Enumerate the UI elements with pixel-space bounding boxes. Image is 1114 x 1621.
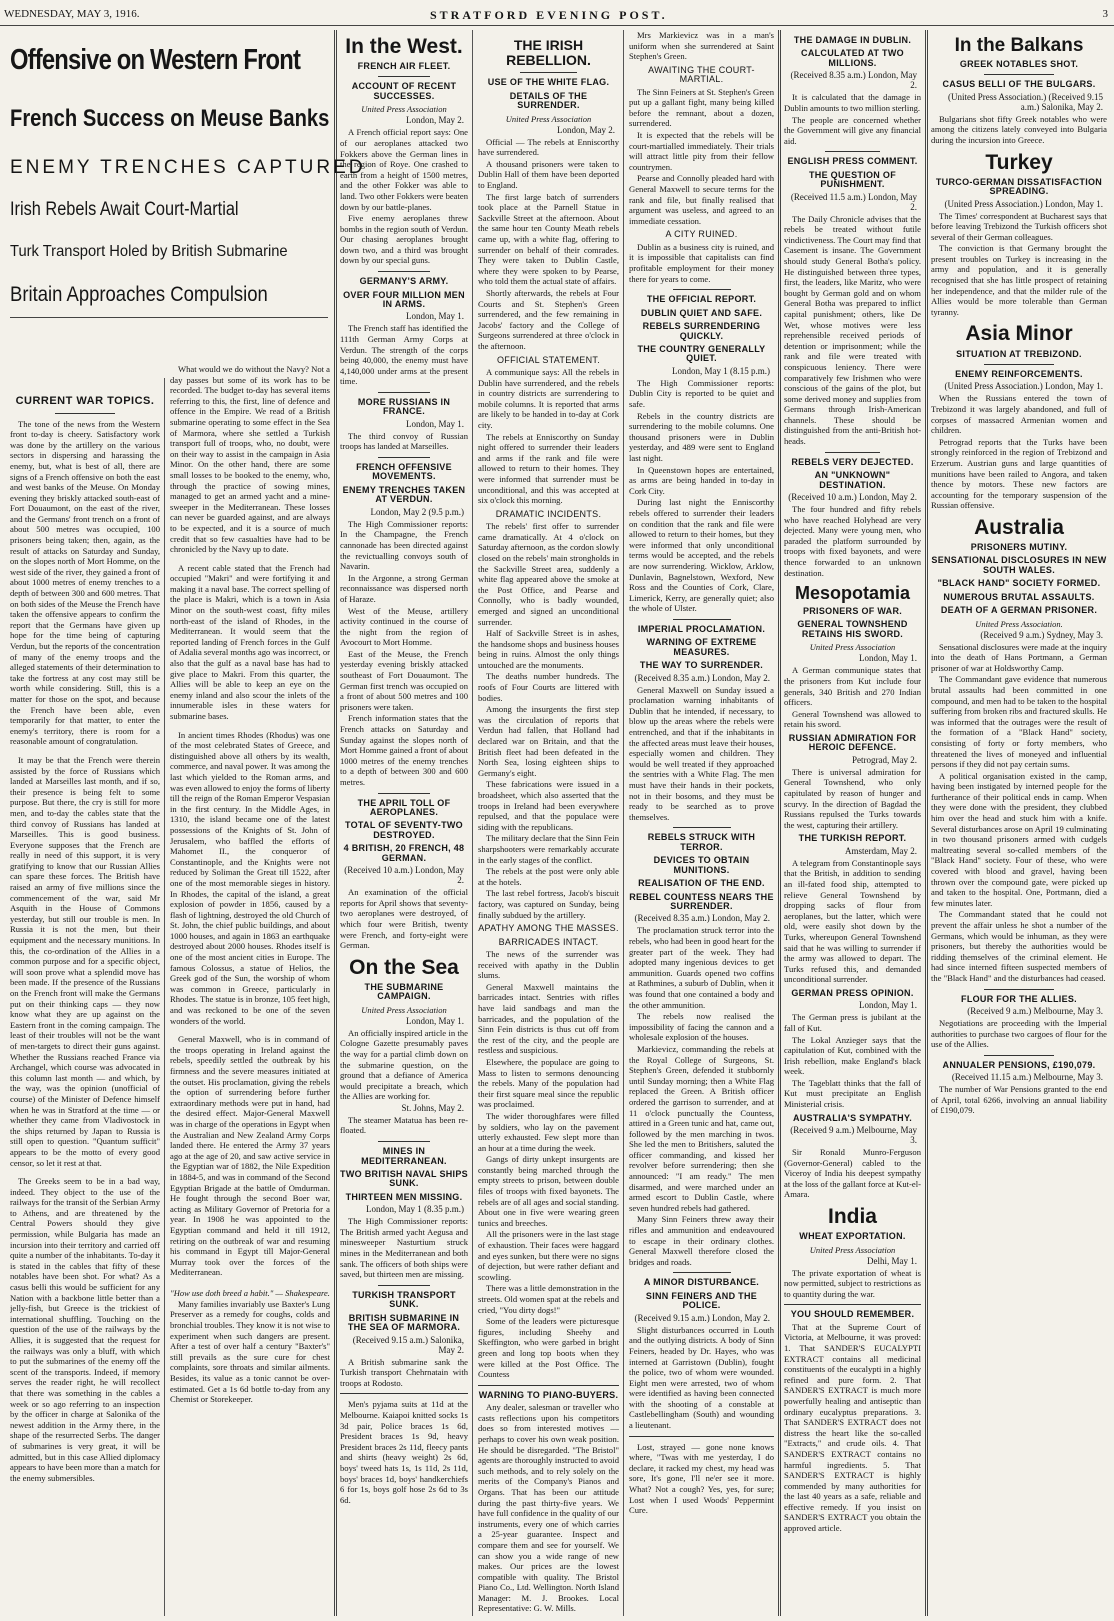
dateline: (Received 10 a.m.) London, May 2. bbox=[788, 491, 917, 502]
divider bbox=[984, 74, 1054, 75]
divider bbox=[55, 413, 115, 414]
divider bbox=[378, 271, 429, 272]
subheading: SENSATIONAL DISCLOSURES IN NEW SOUTH WALES. bbox=[931, 555, 1107, 575]
article-paragraph: A German communique states that the prisoners from Kut include four generals, 340 British and 270 Indian officers. bbox=[784, 665, 921, 708]
subheading: DEATH OF A GERMAN PRISONER. bbox=[940, 605, 1098, 616]
article-paragraph: The news of the surrender was received with apathy in the Dublin slums. bbox=[478, 949, 619, 981]
article-paragraph: There is universal admiration for General Townshend, who only capitulated by reason of hunger and scurvy. In the direction of Bagdad the Russians repulsed the Turks towards the west, capturing their artillery. bbox=[784, 766, 921, 830]
subheading: GERMANY'S ARMY. bbox=[359, 276, 449, 287]
article-paragraph: Mrs Markievicz was in a man's uniform when she surrendered at Saint Stephen's Green. bbox=[629, 30, 774, 62]
article-paragraph: The tone of the news from the Western front to-day is cheery. Satisfactory work was done by the artillery on the various sectors in dispersing and harassing the enemy, but, what is best of all, there are signs of a French offensive on both the east and west banks of the Meuse. On Monday evening they briskly attacked south-east of Fort Douaumont, on the east of the river, and the Germans' front trench on a front of about 500 metres was occupied, 100 prisoners being taken; then, again, as the result of attacks on Saturday and Sunday, on the slopes north of Mort Homme, on the west side of the river, they gained a front of about 1000 metres of enemy trenches to a depth of between 300 and 600 metres. That on both sides of the Meuse the French have taken the offensive appears to confirm the report that the Germans have given up hope for the time being of capturing Verdun, but the reports of the concentration of many of the enemy troops and the alleged statements of their determination to take the fortress at any cost may still be worth while considering. Still, this is a matter for those on the spot, and because the French have been able, even temporarily for that matter, to enter the enemy's territory, there is room for a reasonable amount of congratulation. bbox=[10, 418, 160, 747]
article-paragraph: A communique says: All the rebels in Dublin have surrendered, and the rebels in country districts are surrendering to mobile columns. It is reported that arms are likely to be handed in to-day at Cork city. bbox=[478, 367, 619, 430]
article-paragraph: A political organisation existed in the camp, having been instigated by interned people for the furtherance of their political ends in camp. When they were done with the president, they clubbed him over the head and stuck him with a knife. Several disturbances arose on April 19 culminating in two thousand prisoners armed with cudgels maltreating several so-called members of the "Black Hand" society. Four of these, who were covered with blood and gravel, having been thrown over the compound gate, were picked up and taken to the hospital. One, Portmann, died a few minutes later. bbox=[931, 770, 1107, 908]
subheading: THE WAY TO SURRENDER. bbox=[639, 660, 764, 671]
subheading: THE OFFICIAL REPORT. bbox=[646, 294, 757, 305]
article-paragraph: There was a little demonstration in the streets. Old women spat at the rebels and cried, "You dirty dogs!" bbox=[478, 1283, 619, 1315]
column-commentary bbox=[170, 364, 330, 1616]
article-paragraph: East of the Meuse, the French yesterday evening briskly attacked southeast of Fort Douaumont. The German first trench was occupied on a front of about 500 metres and 100 prisoners were taken. bbox=[340, 648, 468, 712]
divider bbox=[520, 72, 576, 73]
article-paragraph: Many Sinn Feiners threw away their rifles and ammunition and endeavoured to escape in their ordinary clothes. General Maxwell therefore closed the bridges and roads. bbox=[629, 1214, 774, 1267]
dateline: (Received 8.35 a.m.) London, May 2. bbox=[634, 913, 770, 924]
article-paragraph: The private exportation of wheat is now permitted, subject to restrictions as to quantity during the war. bbox=[784, 1267, 921, 1299]
headline-main: Offensive on Western Front bbox=[10, 44, 301, 76]
subheading: GENERAL TOWNSHEND RETAINS HIS SWORD. bbox=[797, 619, 908, 639]
article-paragraph: The last rebel fortress, Jacob's biscuit factory, was captured on Sunday, being finally subdued by the artillery. bbox=[478, 888, 619, 920]
article-paragraph: Among the insurgents the first step was the circulation of reports that Verdun had fallen, that Holland had declared war on Britain, and that the British fleet had been defeated in the North Sea, losing eighteen ships to Germany's eight. bbox=[478, 704, 619, 778]
article-paragraph: Sensational disclosures were made at the inquiry into the death of Hans Portmann, a German prisoner of war at Holdsworthy Camp. bbox=[931, 641, 1107, 673]
column-dublin-mesopotamia-india bbox=[784, 30, 921, 1618]
subheading: DEVICES TO OBTAIN MUNITIONS. bbox=[653, 855, 750, 875]
section-heading: CURRENT WAR TOPICS. bbox=[15, 396, 155, 407]
article-paragraph: General Maxwell, who is in command of the troops operating in Ireland against the rebels, speedily settled the outbreak by his firmness and the severe measures initiated at the outset. His proclamation, giving the rebels the option of surrendering before further extraordinary methods were put in hand, had the desired effect. Major-General Maxwell was in charge of the operations in Egypt when the Australian and New Zealand Army Corps landed there. He entered the Army 37 years ago at the age of 20, and saw active service in the Egyptian war of 1882, the Nile Expedition in 1884-5, and was in command of the Second Egyptian Brigade at the battle of Omdurman. He fought through the second Boer war, acting as Military Governor of Pretoria for a year. In 1908 he was appointed to the Egyptian command and held it till 1912, retiring on the outbreak of war and resuming his command in Egypt till Major-General Murray took over the forces of the Mediterranean. bbox=[170, 1034, 330, 1278]
divider bbox=[984, 364, 1054, 365]
article-paragraph: It is calculated that the damage in Dublin amounts to two million sterling. bbox=[784, 92, 921, 113]
article-paragraph: The Commandant gave evidence that numerous brutal assaults had been committed in one compound, and men had to be taken to the hospital suffering from broken ribs and fractured skulls. He was informed that the outrages were the result of the formation of a "Black Hand" society, consisting of forty or forty members, who threatened the lives of moneyed and influential persons if they did not pay certain sums. bbox=[931, 674, 1107, 770]
subheading: WARNING OF EXTREME MEASURES. bbox=[646, 637, 757, 657]
subheading: ENEMY REINFORCEMENTS. bbox=[955, 368, 1083, 379]
subheading: RUSSIAN ADMIRATION FOR HEROIC DEFENCE. bbox=[788, 732, 917, 753]
subheading: ANNUALER PENSIONS, £190,079. bbox=[942, 1059, 1096, 1070]
advertisement-text: That at the Supreme Court of Victoria, at Melbourne, it was proved: 1. That SANDER'S EUCALYPTI EXTRACT contains all medicinal constituents of the eucalypti in a highly refined and pure form. 2. That SANDER'S EXTRACT is much more powerfully healing and antiseptic than ordinary eucalyptus preparations. 3. That SANDER'S EXTRACT does not distress the heart like the so-called "Extracts," and crude oils. 4. That SANDER'S EXTRACT contains no harmful ingredients. 5. That SANDER'S EXTRACT is highly commended by many authorities for the last 40 years as a safe, reliable and effective remedy. If you insist on SANDER'S EXTRACT you obtain the approved article. bbox=[784, 1321, 921, 1534]
article-paragraph: The Lokal Anzieger says that the capitulation of Kut, combined with the Irish rebellion, make England's black week. bbox=[784, 1034, 921, 1077]
byline: United Press Association bbox=[361, 1004, 447, 1015]
column-rule bbox=[623, 30, 624, 1616]
article-paragraph: Petrograd reports that the Turks have been strongly reinforced in the region of Trebizond and Erzerum. Austrian guns and large quantities of munitions have been railed to Angora, and taken thence by motors. These new factors are accounting for the temporary suspension of the Russian offensive. bbox=[931, 436, 1107, 511]
dateline: Petrograd, May 2. bbox=[852, 754, 917, 765]
subheading: AN "UNKNOWN" DESTINATION. bbox=[814, 470, 891, 490]
dateline: (Received 8.35 a.m.) London, May 2. bbox=[790, 70, 917, 91]
subheading: OVER FOUR MILLION MEN IN ARMS. bbox=[343, 289, 465, 309]
article-paragraph: General Maxwell on Sunday issued a proclamation warning inhabitants of Dublin that he intended, if necessary, to blow up the areas where the rebels were entrenched, and that if the inhabitants in the affected areas must leave their houses, especially women and children. They would be well treated if they approached the sentries with a White Flag. The men must have their hands in their pockets, not in their bosoms, and they must be ready to be searched as to prove themselves. bbox=[629, 684, 774, 822]
article-paragraph: Five enemy aeroplanes threw bombs in the region south of Verdun. Our chasing aeroplanes brought down two, and a third was brought down by our special guns. bbox=[340, 213, 468, 266]
divider bbox=[673, 619, 731, 620]
advertisement-text: Many families invariably use Baxter's Lung Preserver as a remedy for coughs, colds and bronchial troubles. They know it is not wise to experiment when such dangers are present. After a test of over half a century "Baxter's" still prevails as the sure cure for chest complaints, sore throats and similar ailments. Besides, its value as a tonic cannot be over-estimated. Get a 1s 6d bottle to-day from any Chemist or Storekeeper. bbox=[170, 1298, 330, 1405]
column-in-the-west bbox=[340, 30, 468, 1618]
section-heading: THE IRISH REBELLION. bbox=[506, 37, 591, 68]
article-paragraph: The wider thoroughfares were filled by soldiers, who lay on the pavement utterly exhausted. Few slept more than an hour at a time during the week. bbox=[478, 1110, 619, 1153]
subheading: BRITISH SUBMARINE IN THE SEA OF MARMORA. bbox=[347, 1312, 461, 1333]
article-paragraph: The High Commissioner reports: The British armed yacht Aegusa and minesweeper Nasturtium struck mines in the Mediterranean and both sank. The officers of both ships were saved, but thirteen men are missing. bbox=[340, 1216, 468, 1280]
divider bbox=[984, 989, 1054, 990]
article-paragraph: The proclamation struck terror into the rebels, who had been in good heart for the greater part of the week. They had adopted many ingenious devices to get ammunition. Guards opened two coffins at Rathmines, a suburb of Dublin, when it was found that one contained a body and the other ammunition. bbox=[629, 925, 774, 1010]
subheading: REALISATION OF THE END. bbox=[638, 878, 765, 889]
divider bbox=[378, 1285, 429, 1286]
column-rule bbox=[778, 30, 781, 1616]
subheading: TWO BRITISH NAVAL SHIPS SUNK. bbox=[340, 1168, 468, 1189]
subheading: GREEK NOTABLES SHOT. bbox=[959, 58, 1079, 69]
dateline: London, May 1. bbox=[859, 653, 917, 664]
dateline: London, May 1. bbox=[406, 311, 464, 322]
dateline: (Received 11.15 a.m.) Melbourne, May 3. bbox=[951, 1072, 1103, 1083]
subheading: BARRICADES INTACT. bbox=[498, 936, 599, 947]
dateline: London, May 1 (8.15 p.m.) bbox=[672, 365, 770, 376]
divider bbox=[784, 1304, 921, 1305]
dateline: (Received 9.15 a.m.) London, May 2. bbox=[634, 1312, 770, 1323]
article-paragraph: The first large batch of surrenders took place at the Parnell Statue in Sackville Street at the afternoon. About the same hour ten County Meath rebels came up, with a white flag, offering to surrender on behalf of their comrades. They were taken to Dublin Castle, where they were spoken to by Pearse, who told them the actual state of affairs. bbox=[478, 191, 619, 287]
divider bbox=[378, 1141, 429, 1142]
article-paragraph: In the Argonne, a strong German reconnaissance was dispersed north of Haraze. bbox=[340, 572, 468, 604]
article-paragraph: The four hundred and fifty rebels who have reached Holyhead are very dejected. Many were young men, who paraded the platform surrounded by troops with fixed bayonets, and were thence forwarded to an unknown destination. bbox=[784, 503, 921, 578]
divider bbox=[825, 151, 880, 152]
divider bbox=[673, 827, 731, 828]
article-paragraph: The High Commissioner reports: In the Champagne, the French cannonade has been directed against the revictualling convoys south of Navarin. bbox=[340, 518, 468, 572]
dateline: London, May 2. bbox=[406, 115, 464, 126]
article-paragraph: A recent cable stated that the French had occupied "Makri" and were fortifying it and making it a naval base. The correct spelling of the place is Makri, which is a town in Asia Minor on the south-west coast, fifty miles north-east of the island of Rhodes, in the Mediterranean. It would seem that the reported landing of French forces in the Gulf of Adalia several months ago was incorrect, or also that the gulf as a naval base has had to give place to Makri. From this quarter, the Allies will be able to keep an eye on the enemy inland and also scour the inlets of the innumerable isles in these waters for submarine bases. bbox=[170, 562, 330, 721]
subheading: 4 BRITISH, 20 FRENCH, 48 GERMAN. bbox=[343, 843, 465, 863]
subheading: THE DAMAGE IN DUBLIN. bbox=[793, 35, 912, 45]
subheading: IMPERIAL PROCLAMATION. bbox=[637, 623, 766, 634]
subheading: REBELS STRUCK WITH TERROR. bbox=[647, 832, 756, 852]
headline-fourth: Irish Rebels Await Court-Martial bbox=[10, 199, 239, 220]
subheading: THE SUBMARINE CAMPAIGN. bbox=[364, 981, 444, 1002]
subheading: PRISONERS MUTINY. bbox=[970, 541, 1068, 552]
section-heading: Australia bbox=[974, 515, 1064, 539]
article-paragraph: French information states that the French attacks on Saturday and Sunday against the slopes north of Mort Homme gained a front of about 1000 metres of the enemy trenches to a depth of between 300 and 600 metres. bbox=[340, 713, 468, 788]
lead-headlines bbox=[10, 44, 366, 318]
subheading: THE COUNTRY GENERALLY QUIET. bbox=[637, 343, 766, 364]
dateline: (United Press Association.) London, May 1. bbox=[944, 198, 1103, 209]
dateline: (Received 11.5 a.m.) London, May 2. bbox=[790, 191, 917, 212]
subheading: DETAILS OF THE SURRENDER. bbox=[509, 90, 588, 111]
dateline: St. Johns, May 2. bbox=[401, 1102, 464, 1113]
subheading: ENEMY TRENCHES TAKEN AT VERDUN. bbox=[342, 484, 466, 505]
article-paragraph: A French official report says: One of our aeroplanes attacked two Fokkers above the German lines in the region of Roye. One crashed to earth from a height of 1500 metres, and the other Fokker was able to land. Two other Fokkers were beaten down by our battle-planes. bbox=[340, 127, 468, 212]
section-heading: In the Balkans bbox=[954, 35, 1084, 56]
article-paragraph: The rebels' first offer to surrender came dramatically. At 4 o'clock on Saturday afternoon, as the cordon slowly closed on the rebels' main strongholds in the Sackville Street area, suddenly a white flag appeared above the smoke at the Post Office, and Pearse and Connolly, who is badly wounded, emerged and signed an unconditional surrender. bbox=[478, 521, 619, 627]
article-paragraph: An officially inspired article in the Cologne Gazette presumably paves the way for a partial climb down on the submarine question, on the ground that a defiance of America would precipitate a breach, which the Allies are working for. bbox=[340, 1027, 468, 1102]
divider bbox=[10, 317, 328, 318]
subheading: THE APRIL TOLL OF AEROPLANES. bbox=[357, 797, 451, 818]
article-paragraph: Dublin as a business city is ruined, and it is impossible that capitalists can find profitable employment for their money there for years to come. bbox=[629, 241, 774, 284]
subheading: USE OF THE WHITE FLAG. bbox=[487, 77, 610, 88]
dateline: (United Press Association.) London, May 1. bbox=[944, 381, 1103, 392]
divider bbox=[378, 392, 429, 393]
quotation: "How use doth breed a habit." — Shakespeare. bbox=[170, 1287, 330, 1298]
issue-date: WEDNESDAY, MAY 3, 1916. bbox=[4, 8, 140, 20]
section-heading: On the Sea bbox=[349, 955, 459, 979]
subheading: REBELS VERY DEJECTED. bbox=[791, 456, 914, 467]
article-paragraph: The military declare that the Sinn Fein sharpshooters were remarkably accurate in the early stages of the conflict. bbox=[478, 833, 619, 865]
advertisement-text: Lost, strayed — gone none knows where, "Twas with me yesterday, I do declare, it racked my chest, my head was sore, It's gone, I'll ne'er see it more. What? Not a cough? Yes, yes, for sure; Lost when I used Woods' Peppermint Cure. bbox=[629, 1441, 774, 1516]
article-paragraph: The rebels at the post were only able at the hotels. bbox=[478, 866, 619, 887]
article-paragraph: The Commandant stated that he could not prevent the affair unless he shot a number of the Germans, which would be inhuman, as they were prisoners, but thereby the authorities would be ridding themselves of the criminal element. He had since interned fifteen suspected members of the "Black Hand" and the disturbances had ceased. bbox=[931, 909, 1107, 983]
page-number: 3 bbox=[1102, 8, 1108, 20]
article-paragraph: Half of Sackville Street is in ashes, the handsome shops and business houses being in ruins. Almost the only things untouched are the monuments. bbox=[478, 628, 619, 670]
article-paragraph: The Tageblatt thinks that the fall of Kut must precipitate an English Ministerial crisis. bbox=[784, 1077, 921, 1110]
subheading: "BLACK HAND" SOCIETY FORMED. bbox=[937, 578, 1101, 589]
article-paragraph: In Queenstown hopes are entertained, as arms are being handed in to-day in Cork City. bbox=[629, 464, 774, 496]
subheading: A MINOR DISTURBANCE. bbox=[643, 1277, 760, 1288]
article-paragraph: The steamer Matatua has been re-floated. bbox=[340, 1114, 468, 1136]
article-paragraph: The High Commissioner reports: Dublin City is reported to be quiet and safe. bbox=[629, 377, 774, 409]
article-paragraph: General Townshend was allowed to retain his sword. bbox=[784, 708, 921, 730]
dateline: London, May 1. bbox=[406, 1015, 464, 1026]
dateline: London, May 2 (9.5 p.m.) bbox=[370, 506, 464, 517]
article-paragraph: General Maxwell maintains the barricades intact. Sentries with rifles have laid sandbags and man the barricades, and the population of the Sinn Fein districts is thus cut off from the rest of the city, and the people are restless and suspicious. bbox=[478, 981, 619, 1056]
dateline: Delhi, May 1. bbox=[867, 1255, 917, 1266]
article-paragraph: These fabrications were issued in a broadsheet, which also asserted that the troops in Ireland had been everywhere repulsed, and that the populace were siding with the republicans. bbox=[478, 779, 619, 832]
article-paragraph: Some of the leaders were picturesque figures, including Sheehy and Skeffington, who were garbed in bright green and long top boots when they were killed at the Post Office. The Countess bbox=[478, 1316, 619, 1380]
byline: United Press Association bbox=[809, 1244, 896, 1255]
dateline: (Received 9 a.m.) Melbourne, May 3. bbox=[790, 1125, 917, 1146]
article-paragraph: Official — The rebels at Enniscorthy have surrendered. bbox=[478, 136, 619, 158]
dateline: London, May 1. bbox=[859, 1000, 917, 1011]
divider bbox=[378, 76, 429, 77]
article-paragraph: It may be that the French were therein assisted by the force of Russians which landed at Marseilles last month, and if so, their presence is being felt to some purpose. But there, the cry is still for more men, and to-day the cables state that the third convoy of Russians has landed at Marseilles. This is good business. Everyone supposes that the French are really in need of this support, it is very gratifying to know that our Russian Allies can spare these forces. The British have raised an army of five millions since the commencement of the war, said Mr Asquith in the House of Commons yesterday, but still our trouble is men. In Russia it is not the men, but their equipment and the necessary munitions. In this, the co-ordination of the Allies in a common purpose and for a specific object, will soon prove what a splendid move has been made. If the presence of the Russians on the French front will make the Germans put on their thinking caps — they now know what they are up against on the Eastern front in the coming campaign. The least of their troubles will not be the want of men-targets to direct their guns against. Whether the Russians reached France via Archangel, which course was advocated in this column last month — and which, by the way, was the opinion (unofficial of course) of the Minister of Defence himself when he was in Stratford at the time — or whether they came from Vladivostock in the ships returned by Japan to Russia is still open to question. "Quantum sufficit" appears to be the motto of every good censor, so let it rest at that. bbox=[10, 754, 160, 1168]
subheading: NUMEROUS BRUTAL ASSAULTS. bbox=[943, 591, 1095, 602]
section-heading: In the West. bbox=[345, 35, 463, 58]
section-heading: Asia Minor bbox=[965, 322, 1073, 346]
dateline: (Received 9 a.m.) Sydney, May 3. bbox=[980, 629, 1103, 640]
paper-title: STRATFORD EVENING POST. bbox=[430, 8, 668, 22]
article-paragraph: The Daily Chronicle advises that the rebels be treated without futile vindictiveness. The Court may find that Casement is insane. The Government should study General Botha's policy. He distinguished between three types, first, the leaders, like Maritz, who were bought by German gold and on whom General Botha was prepared to inflict capital punishment; others, like De Wet, whose motives were less reprehensible received periods of detention or imprisonment; while the rank and file were treated with conspicuous leniency. There were comparatively few Irishmen who were conscious of the gains of the plot, but some derived money and supplies from Germans through Irish-American channels. These should be distinguished from the anti-British hot-heads. bbox=[784, 213, 921, 447]
divider bbox=[825, 452, 880, 453]
article-paragraph: It is expected that the rebels will be court-martialled immediately. Their trials will attract little pity from their fellow countrymen. bbox=[629, 130, 774, 172]
article-paragraph: The Times' correspondent at Bucharest says that before leaving Trebizond the Turkish officers shot several of their German colleagues. bbox=[931, 210, 1107, 242]
article-paragraph: Elsewhere, the populace are going to Mass to listen to sermons denouncing the rebels. Many of the population had their first square meal since the republic was proclaimed. bbox=[478, 1056, 619, 1110]
column-rule bbox=[164, 378, 165, 1616]
subheading: MINES IN MEDITERRANEAN. bbox=[361, 1146, 447, 1166]
subheading: WHEAT EXPORTATION. bbox=[799, 1231, 906, 1242]
column-rule bbox=[334, 30, 337, 1616]
article-paragraph: The Sinn Feiners at St. Stephen's Green put up a gallant fight, many being killed before the remnant, about a dozen, surrendered. bbox=[629, 86, 774, 129]
article-paragraph: What would we do without the Navy? Not a day passes but some of its work has to be recorded. The budget to-day has several items referring to this, the first, line of defence and offence in the Empire. We read of a British submarine operating to some effect in the Sea of Marmora, where she settled a Turkish transport full of troops, who, no doubt, were on their way to assist in the campaign in Asia Minor. On the other hand, there are some small losses to be booked to the enemy, who, through the practice of sowing mines, managed to get an armed yacht and a mine-sweeper in the Mediterranean. These losses can never be guarded against, and are always to be expected, and it is a source of much credit that so few casualties have had to be chronicled by the Navy up to date. bbox=[170, 364, 330, 555]
article-paragraph: A British submarine sank the Turkish transport Chehrnatain with troops at Rodosto. bbox=[340, 1356, 468, 1388]
dateline: (United Press Association.) (Received 9.15 a.m.) Salonika, May 2. bbox=[948, 91, 1103, 112]
subheading: THIRTEEN MEN MISSING. bbox=[345, 1191, 463, 1202]
subheading: SITUATION AT TREBIZOND. bbox=[956, 348, 1082, 359]
article-paragraph: Rebels in the country districts are surrendering to the mobile columns. One thousand prisoners were in Dublin yesterday, and 489 were sent to England last night. bbox=[629, 410, 774, 463]
article-paragraph: The third convoy of Russian troops has landed at Marseilles. bbox=[340, 430, 468, 452]
article-paragraph: The French staff has identified the 111th German Army Corps at Verdun. The strength of the corps being 40,000, the enemy must have 4,140,000 under arms at the present time. bbox=[340, 323, 468, 387]
subheading: OFFICIAL STATEMENT. bbox=[496, 354, 601, 365]
article-paragraph: All the prisoners were in the last stage of exhaustion. Their faces were haggard and eyes sunken, but there were no signs of dejection, but were rather defiant and scowling. bbox=[478, 1229, 619, 1282]
dateline: (Received 9 a.m.) Melbourne, May 3. bbox=[967, 1006, 1103, 1017]
section-heading: Mesopotamia bbox=[794, 583, 911, 604]
article-paragraph: Sir Ronald Munro-Ferguson (Governor-General) cabled to the Viceroy of India his deepest sympathy at the loss of the gallant force at Kut-el-Amara. bbox=[784, 1147, 921, 1200]
article-paragraph: Negotiations are proceeding with the Imperial authorities to purchase two cargoes of flour for the use of the Allies. bbox=[931, 1018, 1107, 1050]
headline-sixth: Britain Approaches Compulsion bbox=[10, 283, 268, 306]
subheading: DRAMATIC INCIDENTS. bbox=[495, 508, 602, 519]
article-paragraph: The rebels now realised the impossibility of facing the cannon and a wholesale explosion of the houses. bbox=[629, 1011, 774, 1043]
subheading: ENGLISH PRESS COMMENT. bbox=[787, 156, 918, 167]
dateline: (Received 8.35 a.m.) London, May 2. bbox=[634, 672, 770, 683]
article-paragraph: Slight disturbances occurred in Louth and the outlying districts. A body of Sinn Feiners, headed by Dr. Hayes, who was interned at Garristown (Dublin), fought the police, two of whom were wounded. Eight men were arrested, two of whom were identified as having been connected with the shooting of a constable at Castlebellingham (South) and wounding a lieutenant. bbox=[629, 1324, 774, 1431]
article-paragraph: The rebels at Enniscorthy on Sunday night offered to surrender their leaders and arms if the rank and file were allowed to return to their homes. They were informed that surrender must be unconditional, and this was accepted at six o'clock this morning. bbox=[478, 431, 619, 506]
subheading: THE QUESTION OF PUNISHMENT. bbox=[808, 169, 896, 190]
byline: United Press Association bbox=[505, 113, 592, 124]
divider bbox=[673, 289, 731, 290]
dateline: (Received 9.15 a.m.) Salonika, May 2. bbox=[352, 1334, 464, 1355]
dateline: London, May 2. bbox=[557, 124, 615, 135]
column-current-war-topics bbox=[10, 396, 160, 1616]
subheading: WARNING TO PIANO-BUYERS. bbox=[478, 1389, 619, 1400]
byline: United Press Association bbox=[809, 642, 896, 653]
article-paragraph: The number of War Pensions granted to the end of April, total 6266, involving an annual liability of £190,079. bbox=[931, 1084, 1107, 1116]
article-paragraph: When the Russians entered the town of Trebizond it was largely abandoned, and full of corpses of massacred Armenian women and children. bbox=[931, 393, 1107, 436]
subheading: FRENCH OFFENSIVE MOVEMENTS. bbox=[356, 462, 452, 482]
subheading: YOU SHOULD REMEMBER. bbox=[790, 1309, 915, 1320]
column-rule bbox=[472, 30, 473, 1616]
byline: United Press Association bbox=[361, 104, 447, 115]
article-paragraph: Bulgarians shot fifty Greek notables who were among the citizens lately conveyed into Bulgaria during the incursion into Greece. bbox=[931, 113, 1107, 145]
masthead bbox=[0, 0, 1114, 26]
article-paragraph: The German press is jubilant at the fall of Kut. bbox=[784, 1012, 921, 1033]
article-paragraph: Shortly afterwards, the rebels at Four Courts and St. Stephen's Green surrendered, and the few remaining in Jacobs' factory and the College of Surgeons surrendered at three o'clock in the afternoon. bbox=[478, 288, 619, 351]
subheading: DUBLIN QUIET AND SAFE. bbox=[640, 307, 763, 318]
subheading: REBELS SURRENDERING QUICKLY. bbox=[642, 321, 761, 341]
subheading: TURKISH TRANSPORT SUNK. bbox=[352, 1289, 456, 1310]
subheading: CALCULATED AT TWO MILLIONS. bbox=[801, 48, 904, 68]
article-paragraph: A thousand prisoners were taken to Dublin Hall of them have been deported to England. bbox=[478, 158, 619, 191]
subheading: ACCOUNT OF RECENT SUCCESSES. bbox=[351, 81, 457, 101]
article-paragraph: The conviction is that Germany brought the present troubles on Turkey is increasing in the army and population, and it is generally recognised that she has little prospect of retaining her independence, and that the milder rule of the Allies would be more tolerable than German tyranny. bbox=[931, 243, 1107, 317]
article-paragraph: The deaths number hundreds. The roofs of Four Courts are littered with bodies. bbox=[478, 671, 619, 703]
subheading: FLOUR FOR THE ALLIES. bbox=[961, 993, 1077, 1004]
byline: United Press Association. bbox=[975, 618, 1063, 629]
article-paragraph: Markievicz, commanding the rebels at the Royal College of Surgeons, St. Stephen's Green, defended it stubbornly until Sunday morning; then a White Flag replaced the Green. A British officer ordered the garrison to surrender, and at 11 o'clock punctually the Countess, attired in a Green tunic and hat, came out, followed by the men marching in twos. She led the men to Britishers, saluted the officer commanding, and kissed her revolver before surrendering; then she announced: "I am ready." The men disarmed, and were marched under an armed escort to Dublin Castle, where seven hundred rebels had gathered. bbox=[629, 1043, 774, 1213]
subheading: TOTAL OF SEVENTY-TWO DESTROYED. bbox=[344, 820, 463, 840]
article-paragraph: In ancient times Rhodes (Rhodus) was one of the most celebrated States of Greece, and distinguished above all others by its wealth, commerce, and naval power. It was among the last which yielded to the Roman arms, and was even allowed to enjoy the forms of liberty till the reign of the Roman Emperor Vespasian in the first century. In the Middle Ages, in 1310, the island became one of the latest possessions of the Knights of St. John of Jerusalem, who baffled the efforts of Mahomet II., the conqueror of Constantinople, and the Knights were not reduced by Soliman the Great till 1522, after one of the most memorable sieges in history. In Rhodes, the capital of the island, a great explosion of powder in 1856, caused by a flash of lightning, destroyed the old Church of St. John, the chief public buildings, and about 1000 houses, and again in 1863 an earthquake destroyed about 2000 houses. Rhodes itself is one of the most ancient cities in Europe. The famous Colossus, a statue of Helios, the Greek god of the Sun, the worship of whom was common in Greece, particularly in Rhodes. The statue is in bronze, 105 feet high, and was reckoned to be one of the seven wonders of the world. bbox=[170, 729, 330, 1026]
advertisement-text: Any dealer, salesman or traveller who casts reflections upon his competitors does so from interested motives — perhaps to cover his own weak position. He should be disregarded. "The Bristol" agents are thoroughly instructed to avoid such methods, and to rely solely on the merits of the Company's Pianos and Organs. That has been our attitude during the past thirty-five years. We have full confidence in the quality of our instruments, every one of which carries a 25-year guarantee. Inspect and compare them and see for yourself. We can show you a wide range of new makes. Our prices are the lowest compatible with quality. The Bristol Piano Co., Ltd. Wellington. North Island Manager: M. J. Brookes. Local Representative: G. W. Mills. bbox=[478, 1402, 619, 1614]
article-paragraph: The people are concerned whether the Government will give any financial aid. bbox=[784, 114, 921, 146]
subheading: PRISONERS OF WAR. bbox=[802, 606, 903, 617]
headline-second: French Success on Meuse Banks bbox=[10, 105, 330, 132]
article-paragraph: An examination of the official reports for April shows that seventy-two aeroplanes were destroyed, of which four were British, twenty were French, and forty-eight were German. bbox=[340, 887, 468, 951]
divider bbox=[984, 1055, 1054, 1056]
article-paragraph: A telegram from Constantinople says that the British, in addition to sending an ill-fated food ship, attempted to relieve General Townshend by dropping sacks of flour from aeroplanes, but the latter, which were old, were easily shot down by the Turks, whereupon General Townshend said that he was willing to surrender if the army was allowed to depart. The Turks refused this, and demanded unconditional surrender. bbox=[784, 857, 921, 985]
headline-third: ENEMY TRENCHES CAPTURED bbox=[10, 157, 366, 178]
column-rule bbox=[925, 30, 928, 1616]
section-heading: Turkey bbox=[985, 150, 1053, 174]
dateline: (Received 10 a.m.) London, May 2. bbox=[344, 865, 464, 886]
column-balkans-turkey-australia bbox=[931, 30, 1107, 1618]
dateline: London, May 1 (8.35 p.m.) bbox=[366, 1204, 464, 1215]
divider bbox=[378, 793, 429, 794]
subheading: AWAITING THE COURT-MARTIAL. bbox=[648, 64, 755, 85]
subheading: A CITY RUINED. bbox=[665, 229, 738, 240]
subheading: CASUS BELLI OF THE BULGARS. bbox=[942, 79, 1096, 90]
divider bbox=[340, 1393, 468, 1394]
subheading: AUSTRALIA'S SYMPATHY. bbox=[792, 1112, 913, 1123]
article-paragraph: During last night the Enniscorthy rebels offered to surrender their leaders on condition that the rank and file were allowed to return to their homes, but they were informed that only unconditional terms would be accepted, and the rebels are now surrendering. Wicklow, Arklow, Dunlavin, Bagnelstown, Wexford, New Ross and the Counties of Cork, Clare, Limerick, Kerry, are generally quiet; also the whole of Ulster. bbox=[629, 497, 774, 614]
article-paragraph: The Greeks seem to be in a bad way, indeed. They object to the use of the railways for the transit of the Serbian Army to Athens, and are threatened by the Central Powers should they give permission, while Bulgaria has made an incursion into their territory and carried off quite a number of the inhabitants. To-day it is stated in the cables that fifty of these notables have been shot. For what? As a casus belli this would be sufficient for any Nation with a backbone little better than a jelly-fish, but Greece is the trickiest of international shuffling. Touching on the question of the use of the railways by the Allies, it is suggested that the request for the railways was only a bluff, with which to put the submarines of the enemy off the scent of the transports. Indeed, if memory serves the reader right, he will recollect that there was something in the cables a week or so ago referring to an inspection by the officer in charge at Salonika of the newest addition in the Army there, in the shape of the resurrected Serbs. The danger of submarines is very great, it will be admitted, but in this case Allied diplomacy appears to have been more than a match for the enemy submersibles. bbox=[10, 1176, 160, 1483]
dateline: Amsterdam, May 2. bbox=[845, 845, 917, 856]
section-heading: India bbox=[827, 1205, 877, 1229]
divider bbox=[378, 457, 429, 458]
column-rebellion-continued bbox=[629, 30, 774, 1618]
column-irish-rebellion bbox=[478, 30, 619, 1618]
subheading: SINN FEINERS AND THE POLICE. bbox=[645, 1290, 758, 1311]
subheading: REBEL COUNTESS NEARS THE SURRENDER. bbox=[629, 891, 774, 911]
divider bbox=[629, 1436, 774, 1437]
subheading: GERMAN PRESS OPINION. bbox=[791, 987, 914, 998]
divider bbox=[673, 1272, 731, 1273]
subheading: THE TURKISH REPORT. bbox=[798, 833, 907, 844]
article-paragraph: West of the Meuse, artillery activity continued in the course of the night from the region of Avocourt to Mort Homme. bbox=[340, 605, 468, 648]
advertisement-text: Men's pyjama suits at 11d at the Melbourne. Kaiapoi knitted socks 1s 3d pair, Police braces 1s 6d, President braces 1s 9d, heavy President braces 2s 11d, fleecy pants and shirts (heavy weight) 2s 6d, boys' tweed hats 1s, 1s 11d, 2s 11d, boys' braces 1d, boys' handkerchiefs 6 for 1s, boys golf hose 2s 6d to 3s 6d. bbox=[340, 1399, 468, 1505]
dateline: London, May 1. bbox=[406, 418, 464, 429]
subheading: MORE RUSSIANS IN FRANCE. bbox=[357, 396, 451, 417]
subheading: APATHY AMONG THE MASSES. bbox=[478, 923, 619, 934]
article-paragraph: Gangs of dirty unkept insurgents are constantly being marched through the empty streets to prison, between double files of troops with fixed bayonets. The rebels are of all ages and social standing. About one in five were wearing green tunics and breeches. bbox=[478, 1154, 619, 1228]
subheading: FRENCH AIR FLEET. bbox=[357, 61, 451, 72]
subheading: TURCO-GERMAN DISSATISFACTION SPREADING. bbox=[935, 176, 1103, 197]
article-paragraph: Pearse and Connolly pleaded hard with General Maxwell to secure terms for the rank and file, but finally realised that argument was useless, and agreed to an immediate cessation. bbox=[629, 173, 774, 226]
headline-fifth: Turk Transport Holed by British Submarine bbox=[10, 243, 288, 260]
divider bbox=[478, 1385, 619, 1386]
